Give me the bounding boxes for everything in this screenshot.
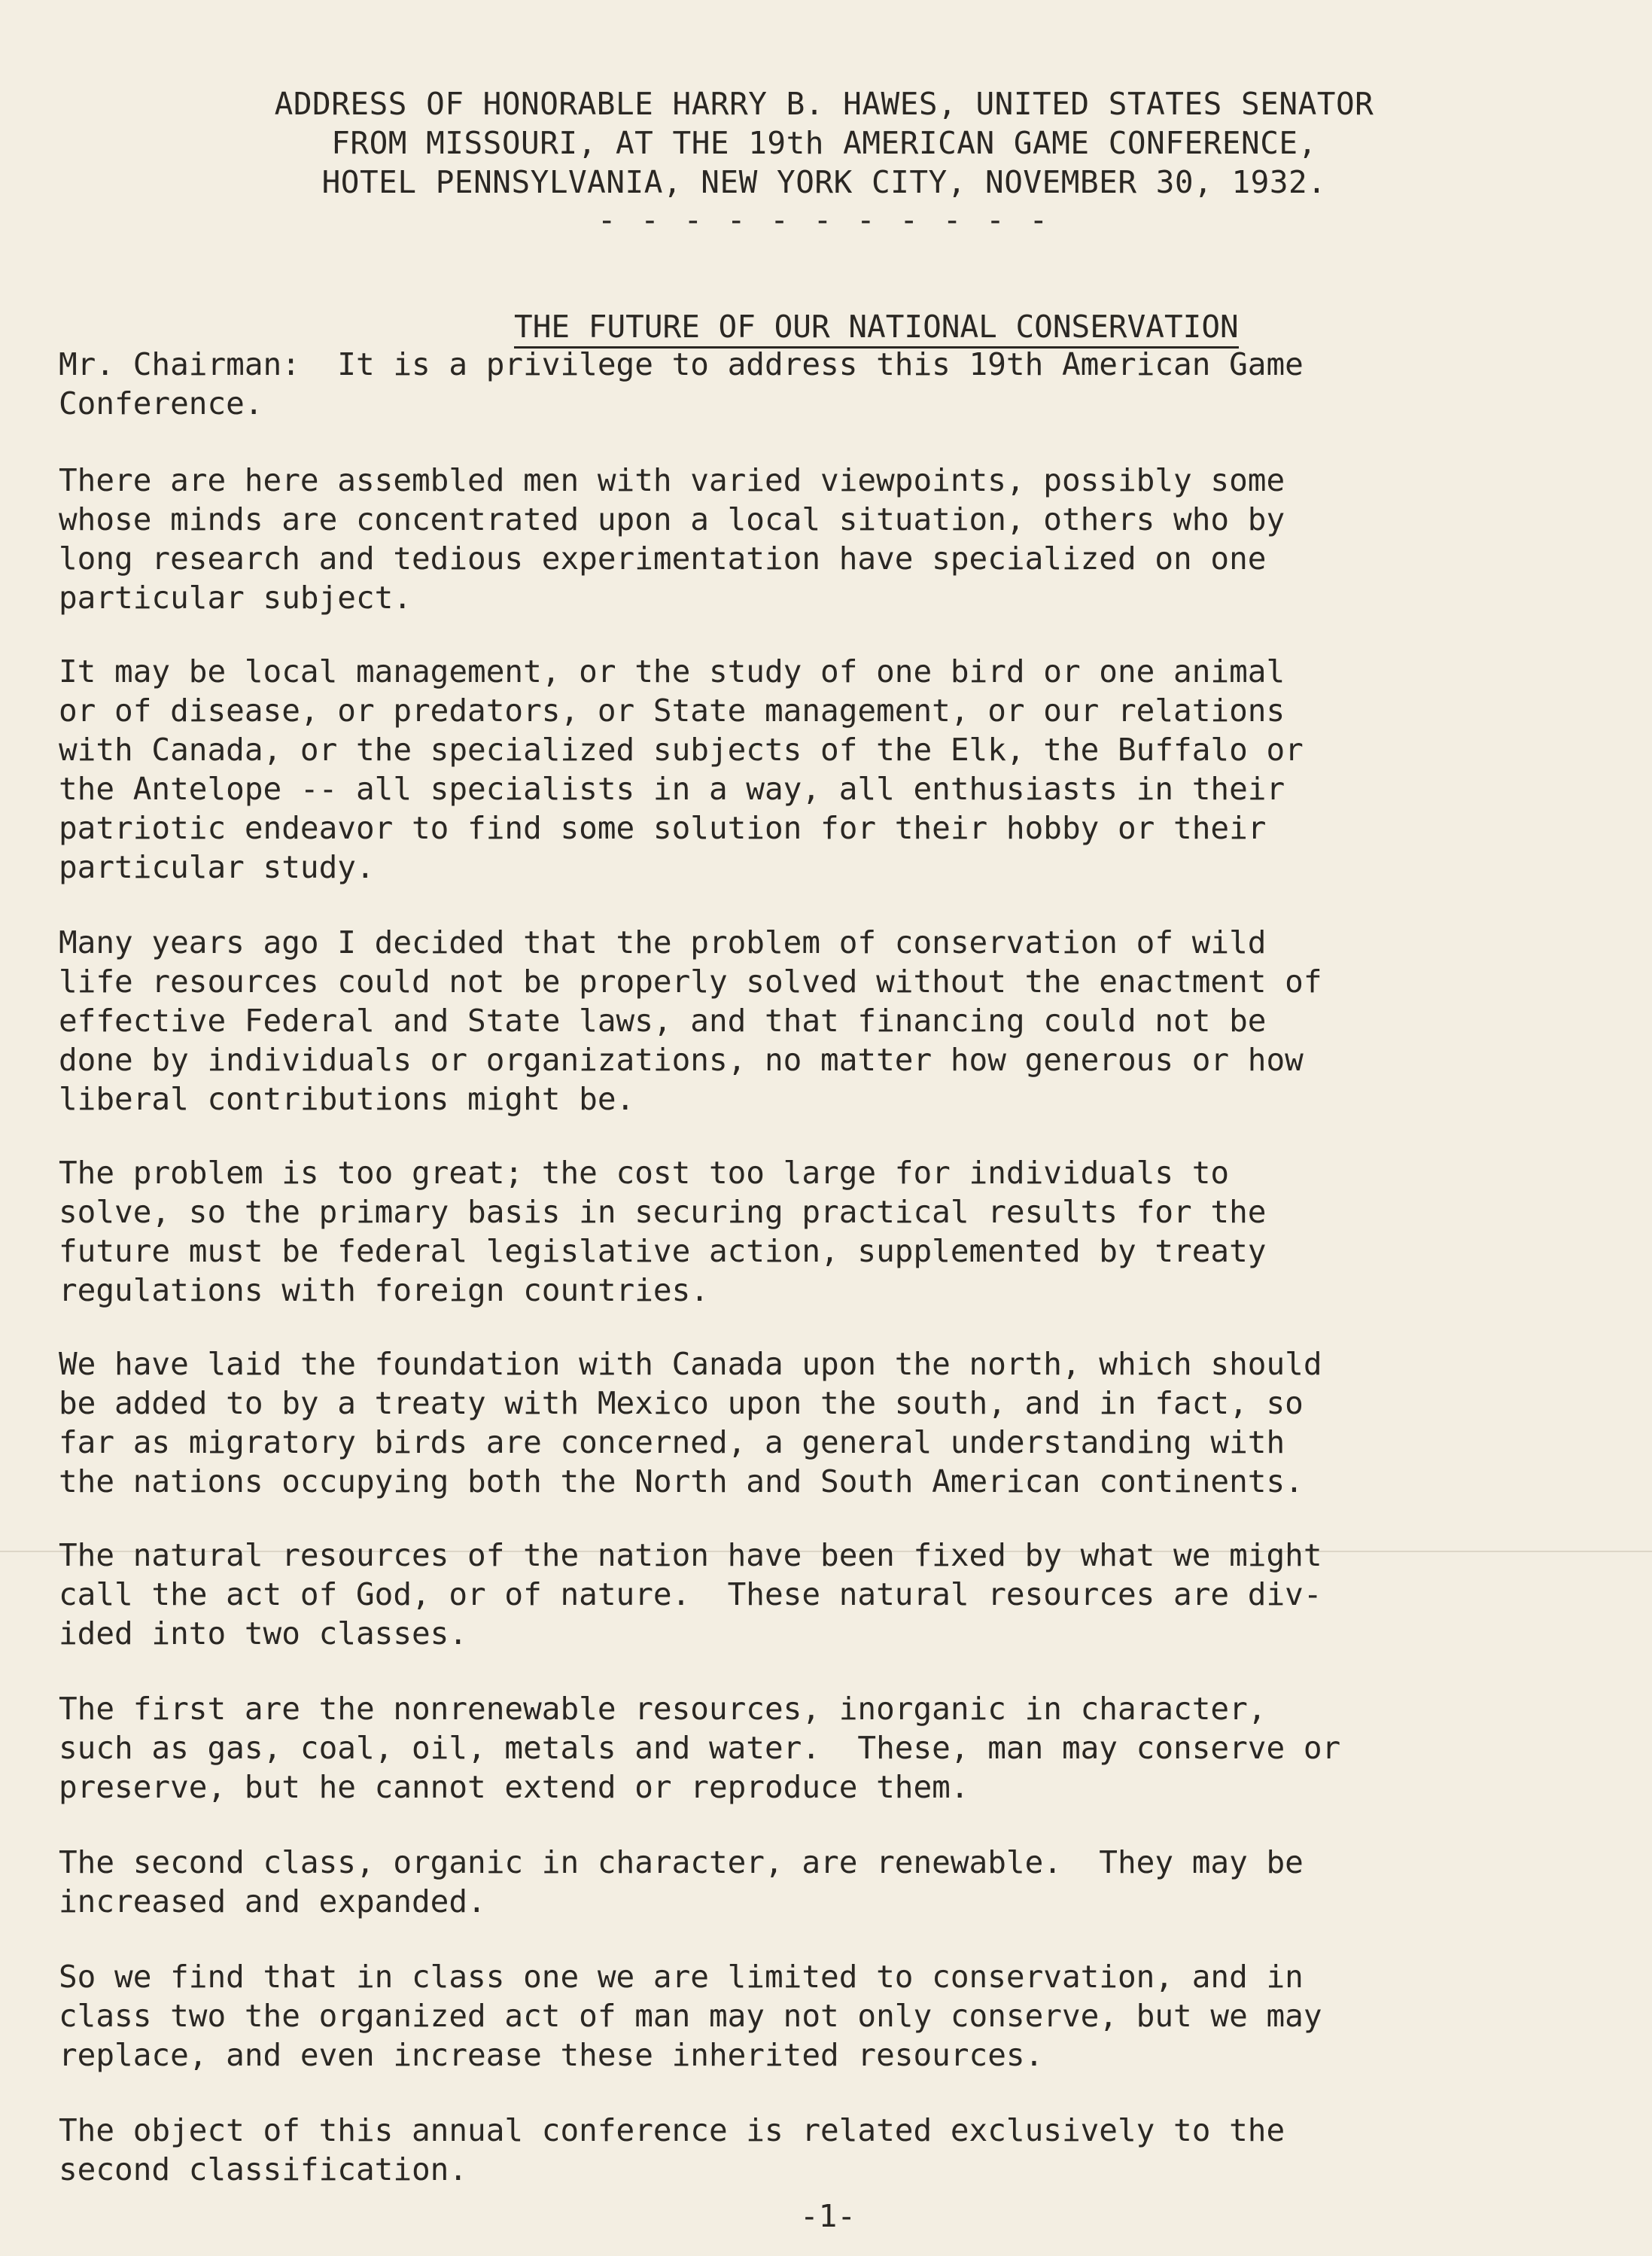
paragraph-3 [59,652,1609,887]
header-line-1: ADDRESS OF HONORABLE HARRY B. HAWES, UNITED STATES SENATOR [274,86,1374,122]
paragraph-1 [59,345,1609,423]
paragraph-6 [59,1344,1609,1501]
text-line: regulations with foreign countries. [59,1272,709,1308]
text-line: There are here assembled men with varied viewpoints, possibly some [59,462,1285,498]
text-line: done by individuals or organizations, no matter how generous or how [59,1042,1304,1078]
text-line: class two the organized act of man may not only conserve, but we may [59,1998,1322,2034]
text-line: whose minds are concentrated upon a local situation, others who by [59,501,1285,537]
text-line: particular subject. [59,580,412,616]
paragraph-5 [59,1153,1609,1310]
text-line: call the act of God, or of nature. These natural resources are div- [59,1576,1322,1612]
text-line: The second class, organic in character, are renewable. They may be [59,1844,1304,1880]
header-dash-rule: - - - - - - - - - - - [597,202,1051,238]
text-line: effective Federal and State laws, and that financing could not be [59,1003,1267,1039]
text-line: Many years ago I decided that the problem of conservation of wild [59,924,1267,961]
text-line: So we find that in class one we are limited to conservation, and in [59,1959,1304,1995]
text-line: Conference. [59,385,263,422]
paragraph-10 [59,1957,1609,2075]
document-title-text: THE FUTURE OF OUR NATIONAL CONSERVATION [514,309,1239,349]
text-line: such as gas, coal, oil, metals and water. These, man may conserve or [59,1730,1341,1766]
text-line: The object of this annual conference is related exclusively to the [59,2112,1285,2148]
text-line: The first are the nonrenewable resources, inorganic in character, [59,1691,1267,1727]
text-line: the nations occupying both the North and South American continents. [59,1463,1304,1499]
header-line-3: HOTEL PENNSYLVANIA, NEW YORK CITY, NOVEMBER 30, 1932. [321,164,1327,200]
paragraph-9 [59,1843,1609,1921]
text-line: particular study. [59,849,375,885]
text-line: preserve, but he cannot extend or reproduce them. [59,1769,969,1805]
text-line: The natural resources of the nation have been fixed by what we might [59,1537,1322,1573]
text-line: the Antelope -- all specialists in a way, all enthusiasts in their [59,771,1285,807]
text-line: increased and expanded. [59,1883,486,1920]
text-line: The problem is too great; the cost too large for individuals to [59,1155,1230,1191]
page-number: -1- [799,2198,856,2234]
text-line: ided into two classes. [59,1615,468,1652]
text-line: We have laid the foundation with Canada upon the north, which should [59,1346,1322,1382]
text-line: be added to by a treaty with Mexico upon the south, and in fact, so [59,1385,1304,1421]
text-line: future must be federal legislative action, supplemented by treaty [59,1233,1267,1269]
text-line: far as migratory birds are concerned, a general understanding with [59,1424,1285,1460]
text-line: It may be local management, or the study of one bird or one animal [59,653,1285,690]
paragraph-4 [59,923,1609,1119]
paragraph-7 [59,1536,1609,1653]
text-line: Mr. Chairman: It is a privilege to address this 19th American Game [59,346,1304,382]
paragraph-8 [59,1689,1609,1807]
text-line: solve, so the primary basis in securing practical results for the [59,1194,1267,1230]
text-line: liberal contributions might be. [59,1081,635,1117]
text-line: or of disease, or predators, or State management, or our relations [59,693,1285,729]
text-line: life resources could not be properly solved without the enactment of [59,964,1322,1000]
text-line: replace, and even increase these inherited resources. [59,2037,1044,2073]
text-line: with Canada, or the specialized subjects of the Elk, the Buffalo or [59,732,1304,768]
paragraph-11 [59,2111,1609,2189]
header-line-2: FROM MISSOURI, AT THE 19th AMERICAN GAME CONFERENCE, [331,125,1317,161]
paragraph-2 [59,461,1609,617]
text-line: second classification. [59,2151,468,2187]
text-line: long research and tedious experimentation have specialized on one [59,540,1267,577]
text-line: patriotic endeavor to find some solution for their hobby or their [59,810,1267,846]
